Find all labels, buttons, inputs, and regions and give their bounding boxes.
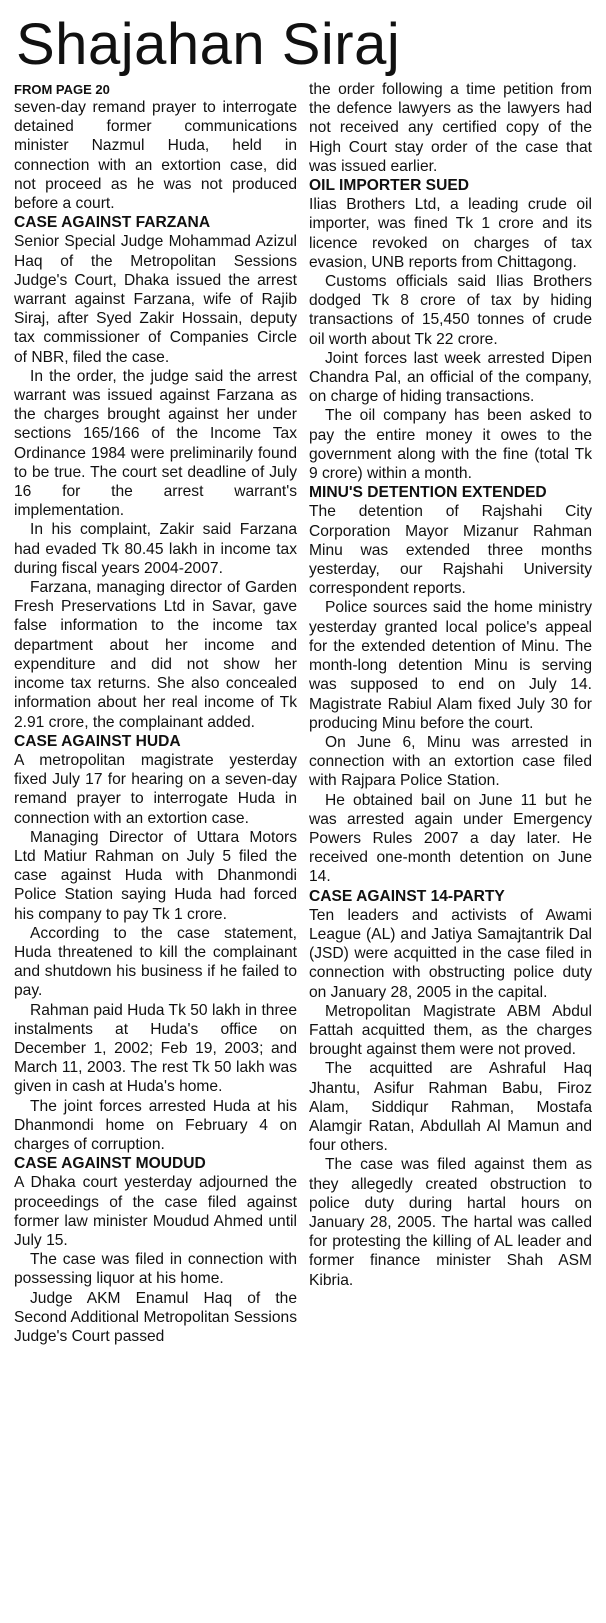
paragraph: A Dhaka court yesterday adjourned the proceedings of the case filed against former law minister Moudud Ahmed until July 15.: [14, 1174, 297, 1249]
paragraph: Managing Director of Uttara Motors Ltd Matiur Rahman on July 5 filed the case against Huda with Dhanmondi Police Station saying Huda had forced his company to pay Tk 1 crore.: [14, 828, 297, 923]
paragraph: Senior Special Judge Mohammad Azizul Haq of the Metropolitan Sessions Judge's Court, Dhaka issued the arrest warrant against Farzana, wife of Rajib Siraj, after Syed Zakir Hossain, deputy tax commissioner of Companies Circle of NBR, filed the case.: [14, 233, 297, 366]
section-heading: OIL IMPORTER SUED: [309, 177, 469, 195]
paragraph: According to the case statement, Huda threatened to kill the complainant and shutdown his business if he failed to pay.: [14, 924, 297, 1000]
section-heading: MINU'S DETENTION EXTENDED: [309, 484, 547, 502]
paragraph: Joint forces last week arrested Dipen Chandra Pal, an official of the company, on charge of hiding transactions.: [309, 349, 592, 406]
section-heading: CASE AGAINST FARZANA: [14, 214, 211, 232]
continuation-kicker: FROM PAGE 20: [14, 82, 110, 97]
paragraph: Ilias Brothers Ltd, a leading crude oil importer, was fined Tk 1 crore and its licence revoked on charges of tax evasion, UNB reports from Chittagong.: [309, 196, 592, 271]
paragraph: In the order, the judge said the arrest warrant was issued against Farzana as the charges brought against her under sections 165/166 of the Income Tax Ordinance 1984 were preliminarily found to be true. The court set deadline of July 16 for the arrest warrant's implementation.: [14, 367, 297, 520]
paragraph: The oil company has been asked to pay the entire money it owes to the government along with the fine (total Tk 9 crore) within a month.: [309, 407, 592, 483]
paragraph: Judge AKM Enamul Haq of the Second Additional Metropolitan Sessions Judge's Court passed: [14, 1289, 297, 1345]
headline: Shajahan Siraj: [16, 12, 401, 77]
article-columns: [14, 80, 592, 1346]
paragraph: He obtained bail on June 11 but he was arrested again under Emergency Powers Rules 2007 a day later. He received one-month detention on June 14.: [309, 791, 592, 886]
paragraph: the order following a time petition from the defence lawyers as the lawyers had not received any certified copy of the High Court stay order of the case that was issued earlier.: [309, 81, 592, 175]
column-left: [14, 80, 297, 1346]
section-heading: CASE AGAINST MOUDUD: [14, 1155, 206, 1173]
paragraph: On June 6, Minu was arrested in connection with an extortion case filed with Rajpara Police Station.: [309, 733, 592, 790]
paragraph: The joint forces arrested Huda at his Dhanmondi home on February 4 on charges of corruption.: [14, 1097, 297, 1153]
paragraph: Metropolitan Magistrate ABM Abdul Fattah acquitted them, as the charges brought against them were not proved.: [309, 1002, 592, 1059]
paragraph: The detention of Rajshahi City Corporation Mayor Mizanur Rahman Minu was extended three months yesterday, our Rajshahi University correspondent reports.: [309, 503, 592, 598]
section-heading: CASE AGAINST 14-PARTY: [309, 887, 505, 905]
section-heading: CASE AGAINST HUDA: [14, 732, 181, 750]
paragraph: Farzana, managing director of Garden Fresh Preservations Ltd in Savar, gave false information to the income tax department about her income and expenditure and did not show her income tax returns. She also concealed information about her real income of Tk 2.91 crore, the complainant added.: [14, 579, 297, 731]
paragraph: Customs officials said Ilias Brothers dodged Tk 8 crore of tax by hiding transactions of 15,450 tonnes of crude oil worth about Tk 22 crore.: [309, 273, 592, 348]
column-right: [309, 80, 592, 1346]
paragraph: The acquitted are Ashraful Haq Jhantu, Asifur Rahman Babu, Firoz Alam, Siddiqur Rahman, Mostafa Alamgir Ratan, Abdullah Al Mamun and four others.: [309, 1060, 592, 1155]
paragraph: In his complaint, Zakir said Farzana had evaded Tk 80.45 lakh in income tax during fiscal years 2004-2007.: [14, 521, 297, 577]
paragraph: Police sources said the home ministry yesterday granted local police's appeal for the extended detention of Minu. The month-long detention Minu is serving was supposed to end on July 14. Magistrate Rabiul Alam fixed July 30 for producing Minu before the court.: [309, 599, 592, 732]
paragraph: The case was filed in connection with possessing liquor at his home.: [14, 1251, 297, 1288]
paragraph: seven-day remand prayer to interrogate detained former communications minister Nazmul Huda, held in connection with an extortion case, did not proceed as he was not produced before a court.: [14, 99, 297, 213]
paragraph: Ten leaders and activists of Awami League (AL) and Jatiya Samajtantrik Dal (JSD) were acquitted in the case filed in connection with obstructing police duty on January 28, 2005 in the capital.: [309, 906, 592, 1001]
paragraph: The case was filed against them as they allegedly created obstruction to police duty during hartal hours on January 28, 2005. The hartal was called for protesting the killing of AL leader and former finance minister Shah ASM Kibria.: [309, 1156, 592, 1289]
paragraph: A metropolitan magistrate yesterday fixed July 17 for hearing on a seven-day remand prayer to interrogate Huda in connection with an extortion case.: [14, 751, 297, 827]
paragraph: Rahman paid Huda Tk 50 lakh in three instalments at Huda's office on December 1, 2002; Feb 19, 2003; and March 11, 2003. The rest Tk 50 lakh was given in cash at Huda's home.: [14, 1001, 297, 1096]
